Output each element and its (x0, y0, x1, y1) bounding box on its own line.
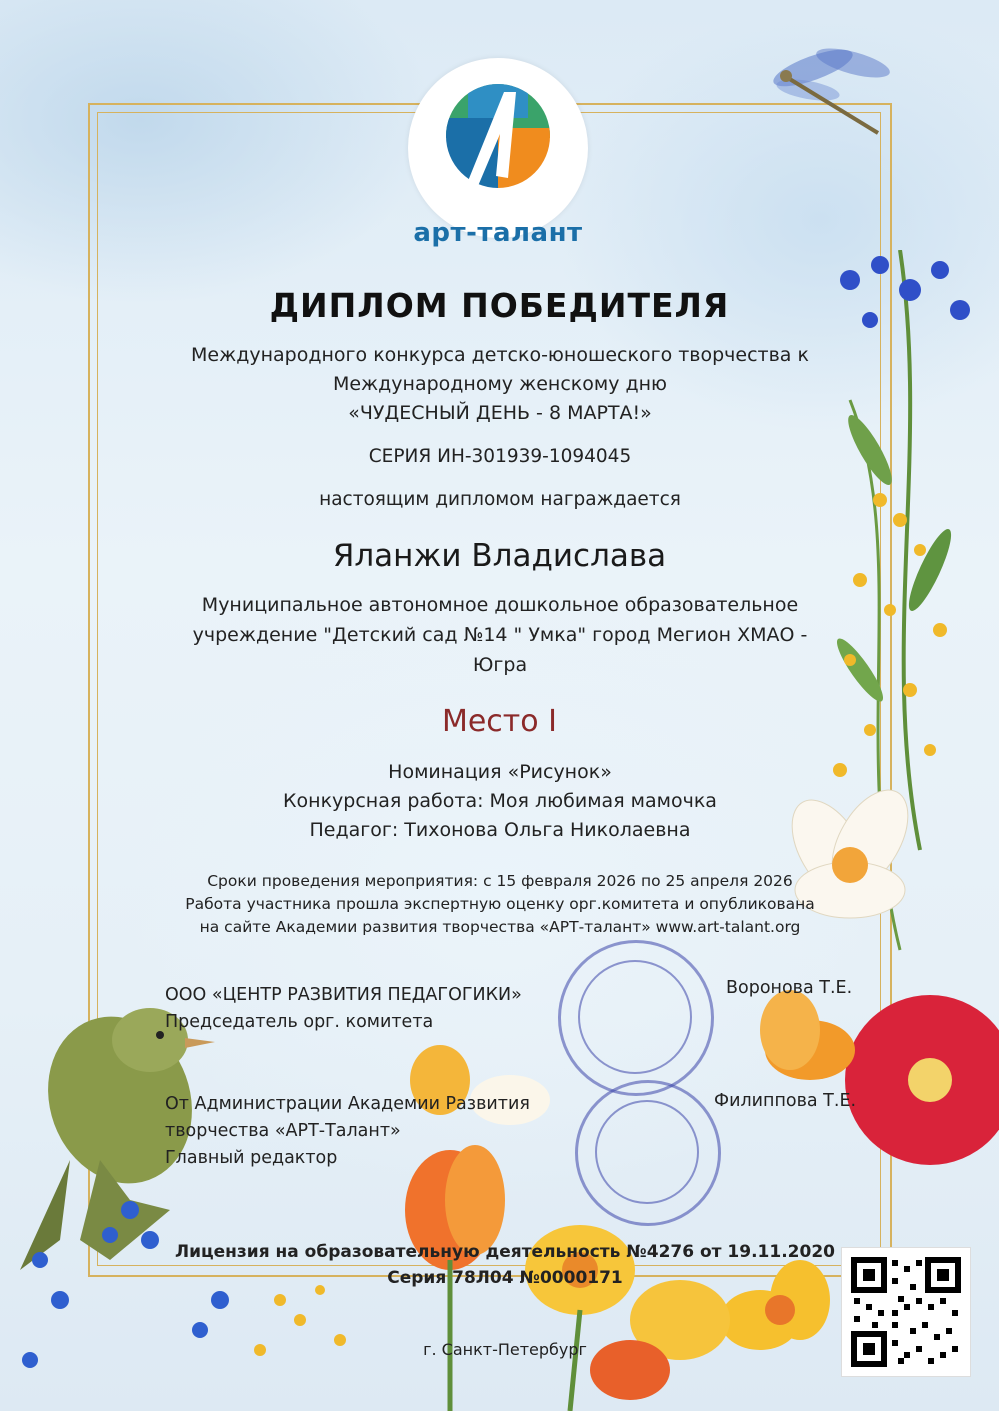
signature-name-1: Воронова Т.Е. (726, 978, 853, 998)
contest-line-2: Международному женскому дню (332, 373, 668, 395)
signature-org: ООО «ЦЕНТР РАЗВИТИЯ ПЕДАГОГИКИ» (165, 985, 522, 1005)
dragonfly-illustration (768, 38, 898, 138)
publication-note: на сайте Академии развития творчества «АРТ-талант» www.art-talant.org (199, 918, 801, 936)
event-dates: Сроки проведения мероприятия: с 15 февраля 2026 по 25 апреля 2026 (207, 872, 793, 890)
contest-line-3: «ЧУДЕСНЫЙ ДЕНЬ - 8 МАРТА!» (348, 402, 652, 424)
diploma-title: ДИПЛОМ ПОБЕДИТЕЛЯ (269, 286, 730, 325)
academy-stamp-inner-ring (595, 1100, 699, 1204)
institution-line-3: Югра (472, 654, 528, 676)
contest-line-1: Международного конкурса детско-юношеского творчества к (191, 344, 809, 366)
place-label: Место I (441, 704, 558, 739)
license-line-1: Лицензия на образовательную деятельность №4276 от 19.11.2020 (175, 1242, 835, 1262)
institution-line-1: Муниципальное автономное дошкольное образовательное (201, 594, 799, 616)
logo-wordmark: арт-талант (413, 218, 583, 248)
recipient-name: Яланжи Владислава (332, 538, 667, 574)
signature-role-1: Председатель орг. комитета (165, 1012, 434, 1032)
qr-code[interactable] (841, 1247, 971, 1377)
contest-work: Конкурсная работа: Моя любимая мамочка (283, 790, 717, 812)
organization-stamp-inner-ring (578, 960, 692, 1074)
teacher: Педагог: Тихонова Ольга Николаевна (309, 819, 691, 841)
signature-admin-line-2: творчества «АРТ-Талант» (165, 1121, 401, 1141)
review-note: Работа участника прошла экспертную оценку орг.комитета и опубликована (185, 895, 815, 913)
license-line-2: Серия 78Л04 №0000171 (387, 1268, 623, 1288)
awarded-text: настоящим дипломом награждается (319, 489, 681, 510)
signature-name-2: Филиппова Т.Е. (714, 1091, 857, 1111)
series-number: СЕРИЯ ИН-301939-1094045 (368, 446, 632, 467)
signature-admin-line-1: От Администрации Академии Развития (165, 1094, 530, 1114)
bird-illustration (0, 1000, 380, 1411)
art-talant-logo-icon (408, 58, 588, 238)
signature-role-2: Главный редактор (165, 1148, 338, 1168)
qr-code-icon (842, 1248, 970, 1376)
institution-line-2: учреждение "Детский сад №14 " Умка" город Мегион ХМАО - (192, 624, 808, 646)
logo-badge (408, 58, 588, 238)
nomination: Номинация «Рисунок» (388, 761, 612, 783)
city: г. Санкт-Петербург (423, 1340, 587, 1359)
